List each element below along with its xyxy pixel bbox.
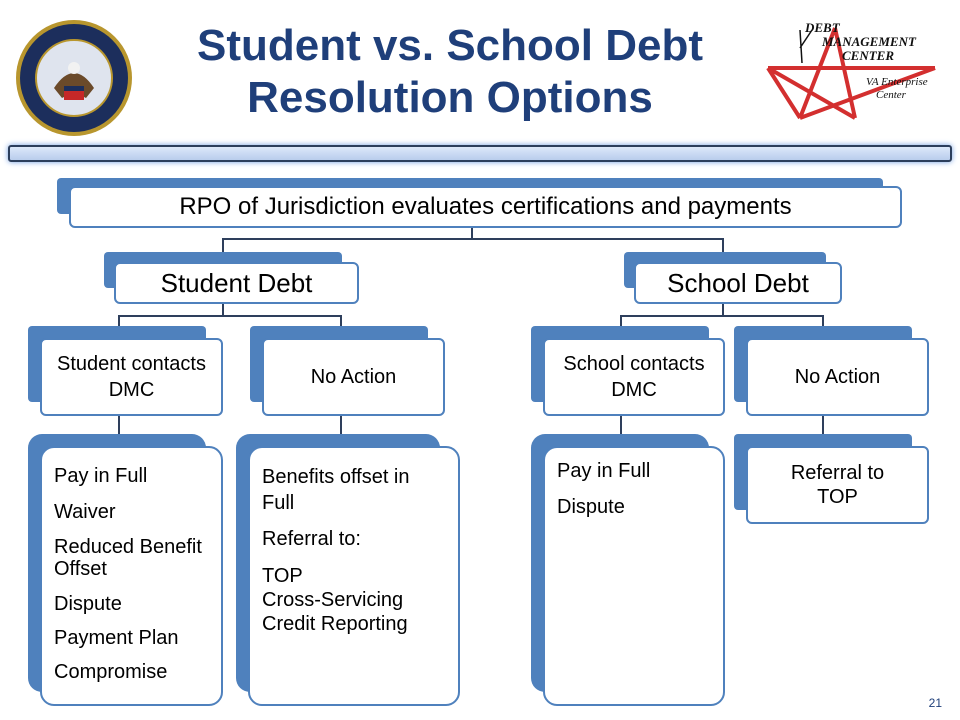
student-option-waiver: Waiver xyxy=(54,501,116,523)
connector-school-contacts-down xyxy=(620,414,622,436)
student-option-reduced-benefit-offset: Reduced Benefit Offset xyxy=(54,536,202,580)
root-node-label: RPO of Jurisdiction evaluates certifications and payments xyxy=(179,193,792,220)
page-number: 21 xyxy=(928,696,942,710)
student-option-compromise: Compromise xyxy=(54,661,168,683)
connector-level1-horizontal xyxy=(222,238,724,240)
root-node xyxy=(57,178,902,230)
student-option-dispute: Dispute xyxy=(54,593,122,615)
student-outcome-referral-to: Referral to: xyxy=(262,528,361,550)
connector-student-down xyxy=(222,303,224,315)
dmc-logo xyxy=(760,18,945,123)
logo-text-debt: DEBT xyxy=(805,20,840,35)
student-contacts-dmc-label: Student contacts DMC xyxy=(57,353,206,401)
school-debt-node xyxy=(624,252,842,304)
student-contacts-dmc-node xyxy=(28,326,223,416)
student-no-action-outcomes-node xyxy=(236,434,460,706)
school-option-pay-in-full: Pay in Full xyxy=(557,460,651,482)
connector-student-horizontal xyxy=(118,315,342,317)
school-outcome-referral-to-top: Referral to TOP xyxy=(790,462,885,508)
connector-school-horizontal xyxy=(620,315,824,317)
title-divider-bar xyxy=(8,145,952,162)
connector-to-school xyxy=(722,238,724,252)
school-contacts-dmc-node xyxy=(531,326,725,416)
title-line-1: Student vs. School Debt xyxy=(196,21,704,70)
va-seal-logo xyxy=(14,18,134,138)
school-no-action-label: No Action xyxy=(794,365,881,388)
logo-text-va-enterprise-2: Center xyxy=(876,89,906,101)
connector-school-noaction-down xyxy=(822,414,824,436)
student-no-action-label: No Action xyxy=(310,365,397,388)
student-option-payment-plan: Payment Plan xyxy=(54,627,179,649)
student-outcome-credit-reporting: Credit Reporting xyxy=(262,613,408,635)
connector-student-contacts-down xyxy=(118,414,120,436)
logo-text-va-enterprise xyxy=(866,76,928,102)
school-debt-label: School Debt xyxy=(667,267,809,298)
school-options-node xyxy=(531,434,725,706)
logo-text-center: CENTER xyxy=(842,48,895,63)
school-contacts-dmc-label: School contacts DMC xyxy=(563,353,705,401)
title-line-2: Resolution Options xyxy=(247,73,653,122)
student-outcome-cross-servicing: Cross-Servicing xyxy=(262,589,404,611)
page-title xyxy=(150,20,750,124)
school-option-dispute: Dispute xyxy=(557,496,625,518)
student-outcome-top: TOP xyxy=(262,565,303,587)
student-options-node xyxy=(28,434,223,706)
student-outcome-benefits-offset: Benefits offset in Full xyxy=(262,466,410,514)
school-no-action-node xyxy=(734,326,929,416)
connector-student-noaction-down xyxy=(340,414,342,436)
student-no-action-node xyxy=(250,326,445,416)
connector-school-down xyxy=(722,303,724,315)
logo-text-va-enterprise-1: VA Enterprise xyxy=(866,76,928,88)
school-no-action-outcome-node xyxy=(734,434,929,524)
student-option-pay-in-full: Pay in Full xyxy=(54,465,148,487)
student-debt-label: Student Debt xyxy=(160,267,313,298)
logo-text-management: MANAGEMENT xyxy=(822,34,916,49)
connector-to-student xyxy=(222,238,224,252)
student-debt-node xyxy=(104,252,359,304)
